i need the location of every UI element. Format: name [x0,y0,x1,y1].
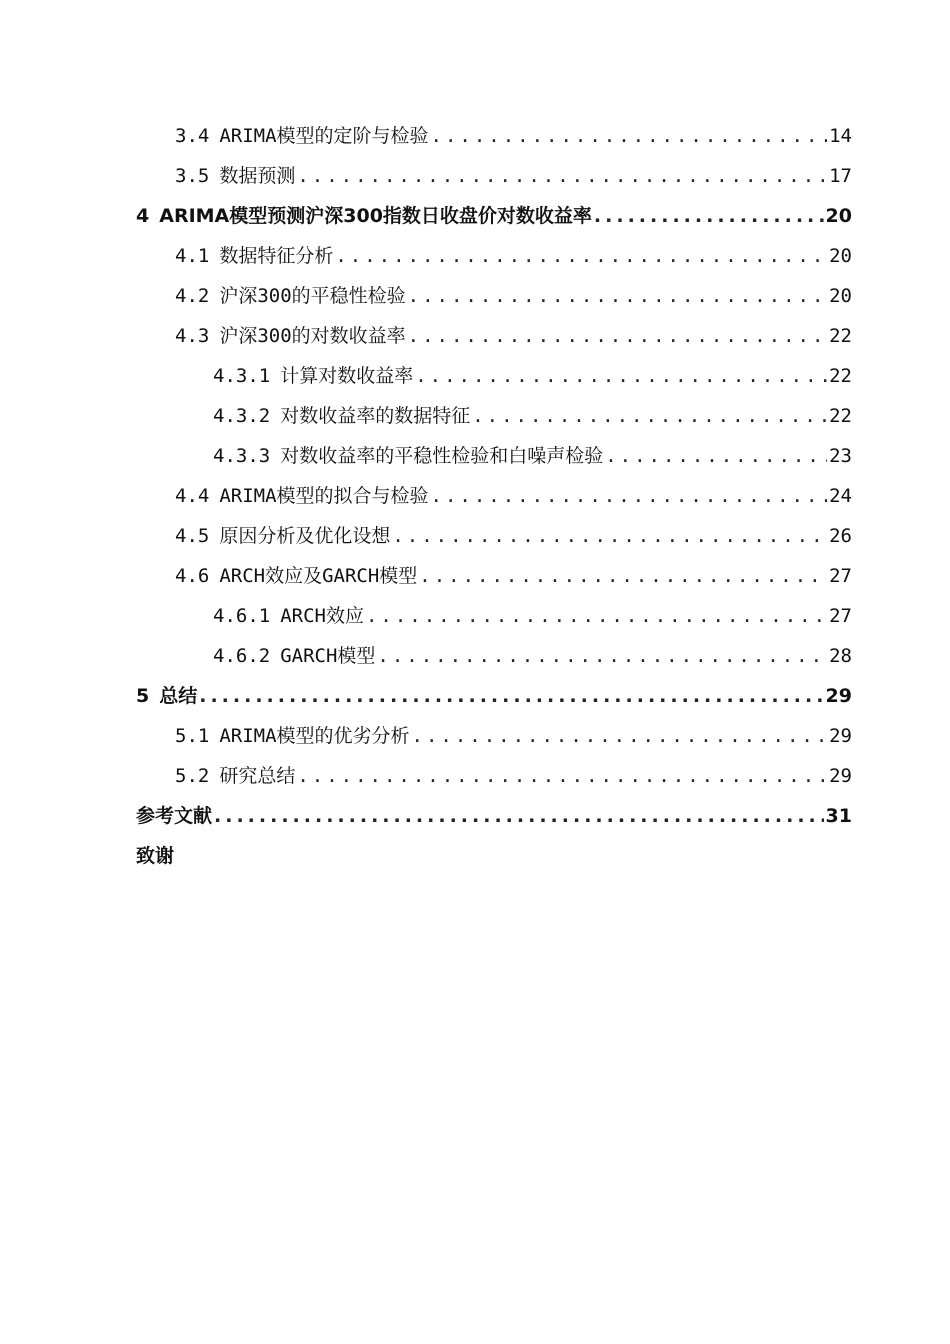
toc-entry-3-5[interactable] [136,156,852,196]
toc-dot-leader [214,796,824,836]
toc-dot-leader [431,116,828,156]
toc-entry-number: 4.4 [175,485,210,507]
toc-dot-leader [377,636,827,676]
toc-entry-title: ARIMA模型的优劣分析 [219,725,410,747]
toc-dot-leader [472,396,827,436]
toc-dot-leader [408,276,827,316]
toc-entry-number: 4.3.3 [213,445,271,467]
toc-entry-4-6[interactable] [136,556,852,596]
toc-dot-leader [412,716,828,756]
toc-dot-leader [431,476,828,516]
toc-entry-number: 5.1 [175,725,210,747]
toc-entry-title: 数据特征分析 [219,245,334,267]
toc-entry-title: ARCH效应及GARCH模型 [219,565,418,587]
toc-entry-4-3[interactable] [136,316,852,356]
table-of-contents [136,116,852,876]
toc-entry-page: 28 [829,645,852,667]
toc-entry-page: 20 [829,285,852,307]
toc-entry-number: 4.2 [175,285,210,307]
toc-entry-page: 22 [829,365,852,387]
toc-entry-page: 22 [829,325,852,347]
toc-entry-page: 29 [829,725,852,747]
toc-entry-page: 20 [829,245,852,267]
toc-entry-page: 29 [825,685,852,707]
toc-entry-number: 3.4 [175,125,210,147]
toc-entry-title: GARCH模型 [280,645,376,667]
toc-entry-page: 23 [829,445,852,467]
toc-entry-page: 26 [829,525,852,547]
toc-entry-page: 27 [829,605,852,627]
toc-entry-title: 致谢 [136,845,175,867]
toc-entry-title: 数据预测 [219,165,296,187]
toc-dot-leader [392,516,827,556]
toc-entry-page: 17 [829,165,852,187]
toc-dot-leader [419,556,827,596]
toc-entry-5-2[interactable] [136,756,852,796]
toc-entry-number: 5 [136,685,150,707]
toc-entry-title: 计算对数收益率 [280,365,414,387]
toc-entry-4-2[interactable] [136,276,852,316]
toc-dot-leader [199,676,823,716]
toc-entry-title: 原因分析及优化设想 [219,525,391,547]
toc-entry-number: 4.1 [175,245,210,267]
toc-entry-title: 参考文献 [136,805,213,827]
toc-entry-4[interactable] [136,196,852,236]
toc-dot-leader [335,236,827,276]
toc-entry-4-3-3[interactable] [136,436,852,476]
toc-entry-title: 沪深300的平稳性检验 [219,285,406,307]
toc-dot-leader [297,156,827,196]
toc-entry-page: 31 [825,805,852,827]
toc-entry-title: 对数收益率的平稳性检验和白噪声检验 [280,445,604,467]
toc-entry-5-1[interactable] [136,716,852,756]
toc-entry-number: 4.6 [175,565,210,587]
toc-entry-number: 3.5 [175,165,210,187]
toc-entry-title: ARIMA模型预测沪深300指数日收盘价对数收益率 [159,205,592,227]
toc-entry-4-6-1[interactable] [136,596,852,636]
toc-entry-title: ARCH效应 [280,605,364,627]
toc-entry-number: 4.3.2 [213,405,271,427]
toc-entry-number: 4 [136,205,150,227]
toc-entry-page: 27 [829,565,852,587]
toc-entry-number: 4.3 [175,325,210,347]
toc-entry-references[interactable] [136,796,852,836]
toc-entry-title: 沪深300的对数收益率 [219,325,406,347]
toc-dot-leader [594,196,824,236]
toc-entry-title: ARIMA模型的定阶与检验 [219,125,429,147]
toc-dot-leader [297,756,827,796]
toc-entry-acknowledgements[interactable] [136,836,852,876]
toc-entry-title: 研究总结 [219,765,296,787]
toc-entry-title: ARIMA模型的拟合与检验 [219,485,429,507]
toc-entry-page: 29 [829,765,852,787]
toc-entry-number: 4.6.2 [213,645,271,667]
toc-entry-title: 总结 [159,685,198,707]
toc-entry-page: 14 [829,125,852,147]
toc-entry-page: 20 [825,205,852,227]
toc-entry-4-1[interactable] [136,236,852,276]
toc-dot-leader [366,596,827,636]
toc-entry-4-6-2[interactable] [136,636,852,676]
toc-entry-number: 4.6.1 [213,605,271,627]
toc-entry-number: 4.5 [175,525,210,547]
toc-entry-number: 4.3.1 [213,365,271,387]
toc-entry-number: 5.2 [175,765,210,787]
toc-dot-leader [605,436,827,476]
toc-entry-4-3-1[interactable] [136,356,852,396]
toc-dot-leader [415,356,827,396]
toc-entry-4-3-2[interactable] [136,396,852,436]
toc-entry-4-4[interactable] [136,476,852,516]
toc-dot-leader [408,316,827,356]
toc-entry-page: 22 [829,405,852,427]
toc-entry-3-4[interactable] [136,116,852,156]
toc-entry-page: 24 [829,485,852,507]
toc-entry-5[interactable] [136,676,852,716]
toc-entry-title: 对数收益率的数据特征 [280,405,471,427]
toc-entry-4-5[interactable] [136,516,852,556]
